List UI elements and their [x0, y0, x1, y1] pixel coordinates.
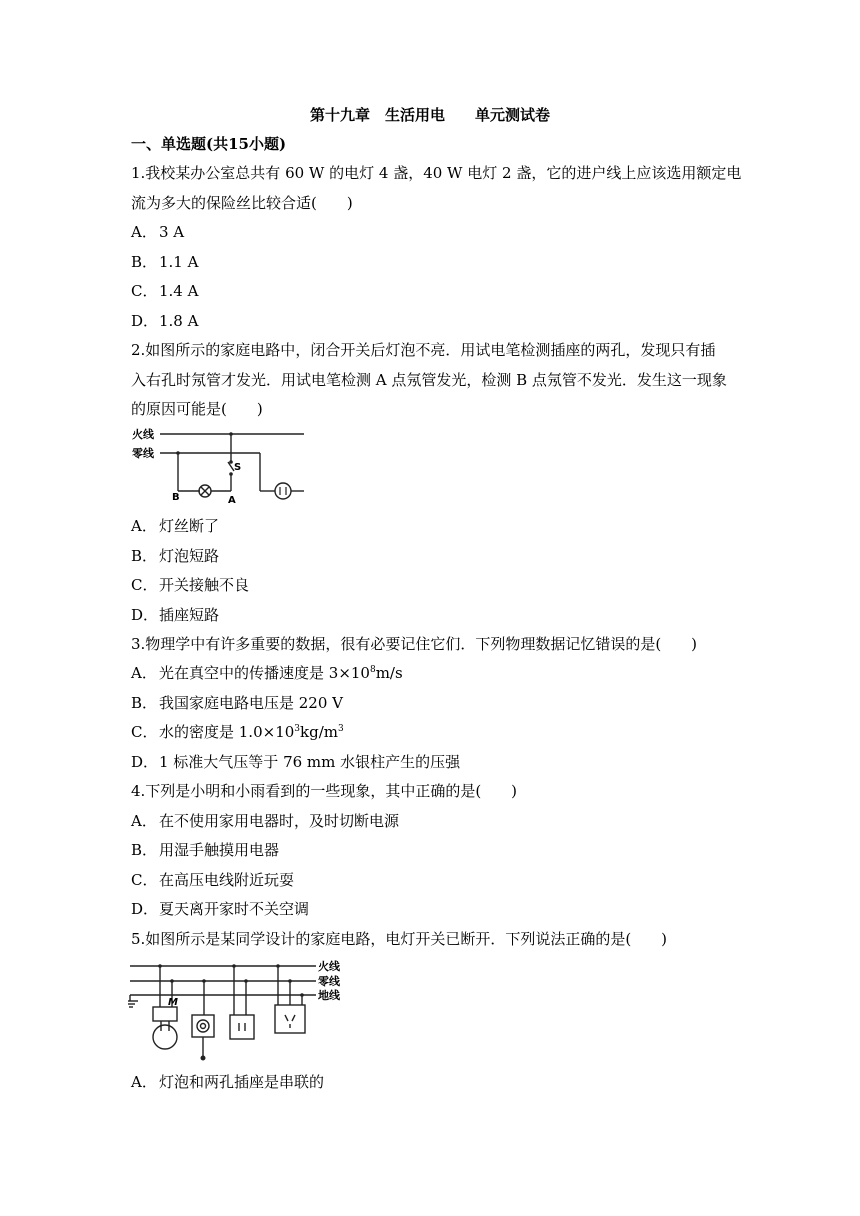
live-wire-label: 火线	[132, 428, 154, 441]
section-heading: 一、单选题(共15小题)	[131, 135, 287, 153]
question-4-option-c: C． 在高压电线附近玩耍	[131, 871, 295, 889]
switch-label: S	[234, 462, 242, 473]
question-2-circuit-figure	[130, 424, 310, 508]
question-1-option-c: C． 1.4 A	[131, 282, 199, 300]
question-2-line-2: 入右孔时氖管才发光．用试电笔检测 A 点氖管发光，检测 B 点氖管不发光．发生这一现象	[131, 371, 727, 389]
question-1-option-a: A． 3 A	[131, 223, 185, 241]
question-1-option-d: D．1.8 A	[131, 312, 199, 330]
question-2-option-c: C． 开关接触不良	[131, 576, 250, 594]
point-b-label: B	[172, 492, 180, 503]
question-4-option-d: D．夏天离开家时不关空调	[131, 900, 310, 918]
ground-wire-label: 地线	[318, 989, 340, 1002]
question-5-line-1: 5.如图所示是某同学设计的家庭电路，电灯开关已断开．下列说法正确的是( )	[131, 930, 668, 948]
question-1-line-1: 1.我校某办公室总共有 60 W 的电灯 4 盏，40 W 电灯 2 盏，它的进户线上应该选用额定电	[131, 164, 742, 182]
question-3-option-d: D．1 标准大气压等于 76 mm 水银柱产生的压强	[131, 753, 461, 771]
page-title: 第十九章 生活用电 单元测试卷	[309, 106, 550, 124]
question-5-circuit-figure	[128, 955, 348, 1065]
question-2-line-1: 2.如图所示的家庭电路中，闭合开关后灯泡不亮．用试电笔检测插座的两孔，发现只有插	[131, 341, 716, 359]
question-2-line-3: 的原因可能是( )	[131, 400, 263, 418]
question-5-option-a: A． 灯泡和两孔插座是串联的	[131, 1073, 325, 1091]
question-3-option-c: C． 水的密度是 $1.0\times 10^3kg/m^3$	[131, 723, 344, 741]
question-3-option-b: B． 我国家庭电路电压是 220 V	[131, 694, 343, 712]
question-1-line-2: 流为多大的保险丝比较合适( )	[131, 194, 353, 212]
question-2-option-d: D．插座短路	[131, 606, 220, 624]
question-1-option-b: B． 1.1 A	[131, 253, 199, 271]
question-4-line-1: 4.下列是小明和小雨看到的一些现象，其中正确的是( )	[131, 782, 518, 800]
neutral-wire-label: 零线	[132, 447, 154, 460]
point-a-label: A	[228, 495, 236, 506]
question-4-option-b: B． 用湿手触摸用电器	[131, 841, 280, 859]
point-m-label: M	[168, 997, 178, 1008]
question-2-option-a: A． 灯丝断了	[131, 517, 220, 535]
question-2-option-b: B． 灯泡短路	[131, 547, 220, 565]
question-4-option-a: A． 在不使用家用电器时，及时切断电源	[131, 812, 400, 830]
question-3-option-a: A． 光在真空中的传播速度是 $3\times 10^8m/s$	[131, 664, 403, 682]
live-wire-label: 火线	[318, 960, 340, 973]
neutral-wire-label: 零线	[318, 975, 340, 988]
question-3-line-1: 3.物理学中有许多重要的数据，很有必要记住它们．下列物理数据记忆错误的是( )	[131, 635, 698, 653]
